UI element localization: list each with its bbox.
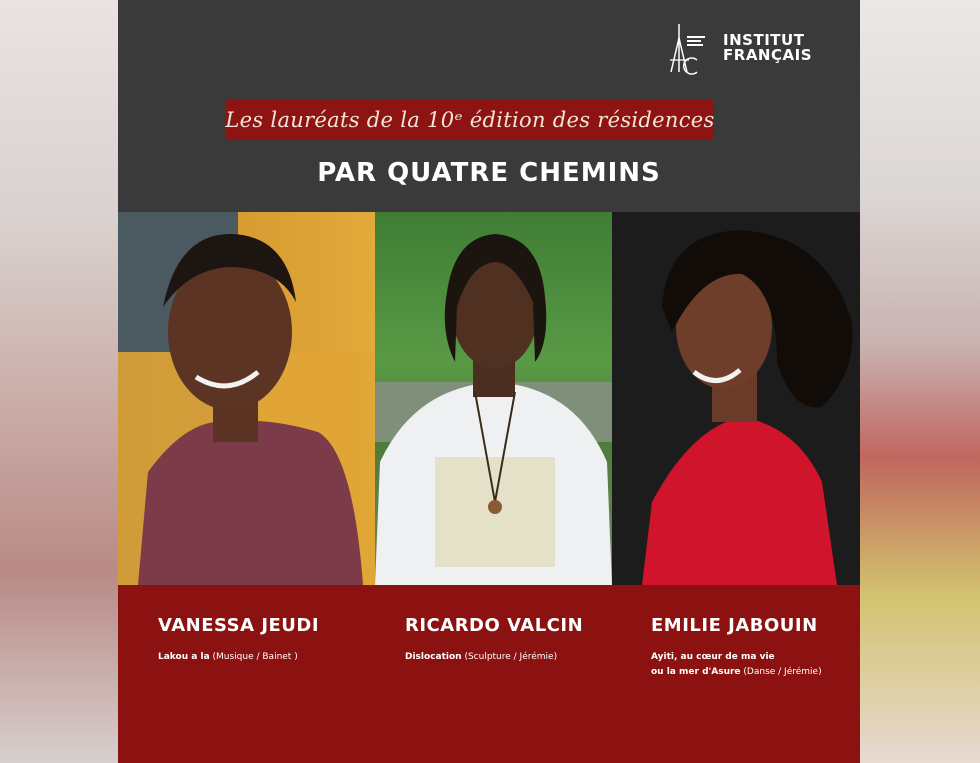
work-title-line2: ou la mer d'Asure [651,667,741,677]
laureate-photos [118,212,860,585]
institut-line1: INSTITUT [723,31,805,49]
photo-ricardo-valcin [375,212,612,585]
laureate-card-vanessa [158,615,319,665]
work-title-line1: Ayiti, au cœur de ma vie [651,652,775,662]
quatre-chemins-logo [667,20,707,76]
subtitle: Les lauréats de la 10ᵉ édition des résidences [225,108,715,132]
institut-line2: FRANÇAIS [723,46,812,64]
work-details: (Musique / Bainet ) [209,652,298,662]
laureate-desc [651,650,822,680]
work-details: (Sculpture / Jérémie) [461,652,558,662]
laureates-footer [118,585,860,763]
work-title: Dislocation [405,652,462,662]
photo-emilie-jabouin [612,212,860,585]
laureate-desc [158,650,319,665]
poster-header [118,0,860,212]
subtitle-banner [226,100,714,140]
institut-francais-logo [723,33,812,63]
laureate-desc [405,650,583,665]
work-title: Lakou a la [158,652,210,662]
logos [667,20,812,76]
laureate-name: RICARDO VALCIN [405,615,584,636]
laureate-name: EMILIE JABOUIN [651,615,818,636]
page-title: PAR QUATRE CHEMINS [317,158,661,188]
background-blur-right [860,0,980,763]
photo-vanessa-jeudi [118,212,375,585]
laureate-name: VANESSA JEUDI [158,615,320,636]
work-details: (Danse / Jérémie) [740,667,822,677]
laureate-card-emilie [651,615,822,680]
poster [118,0,860,763]
background-blur-left [0,0,118,763]
laureate-card-ricardo [405,615,583,665]
